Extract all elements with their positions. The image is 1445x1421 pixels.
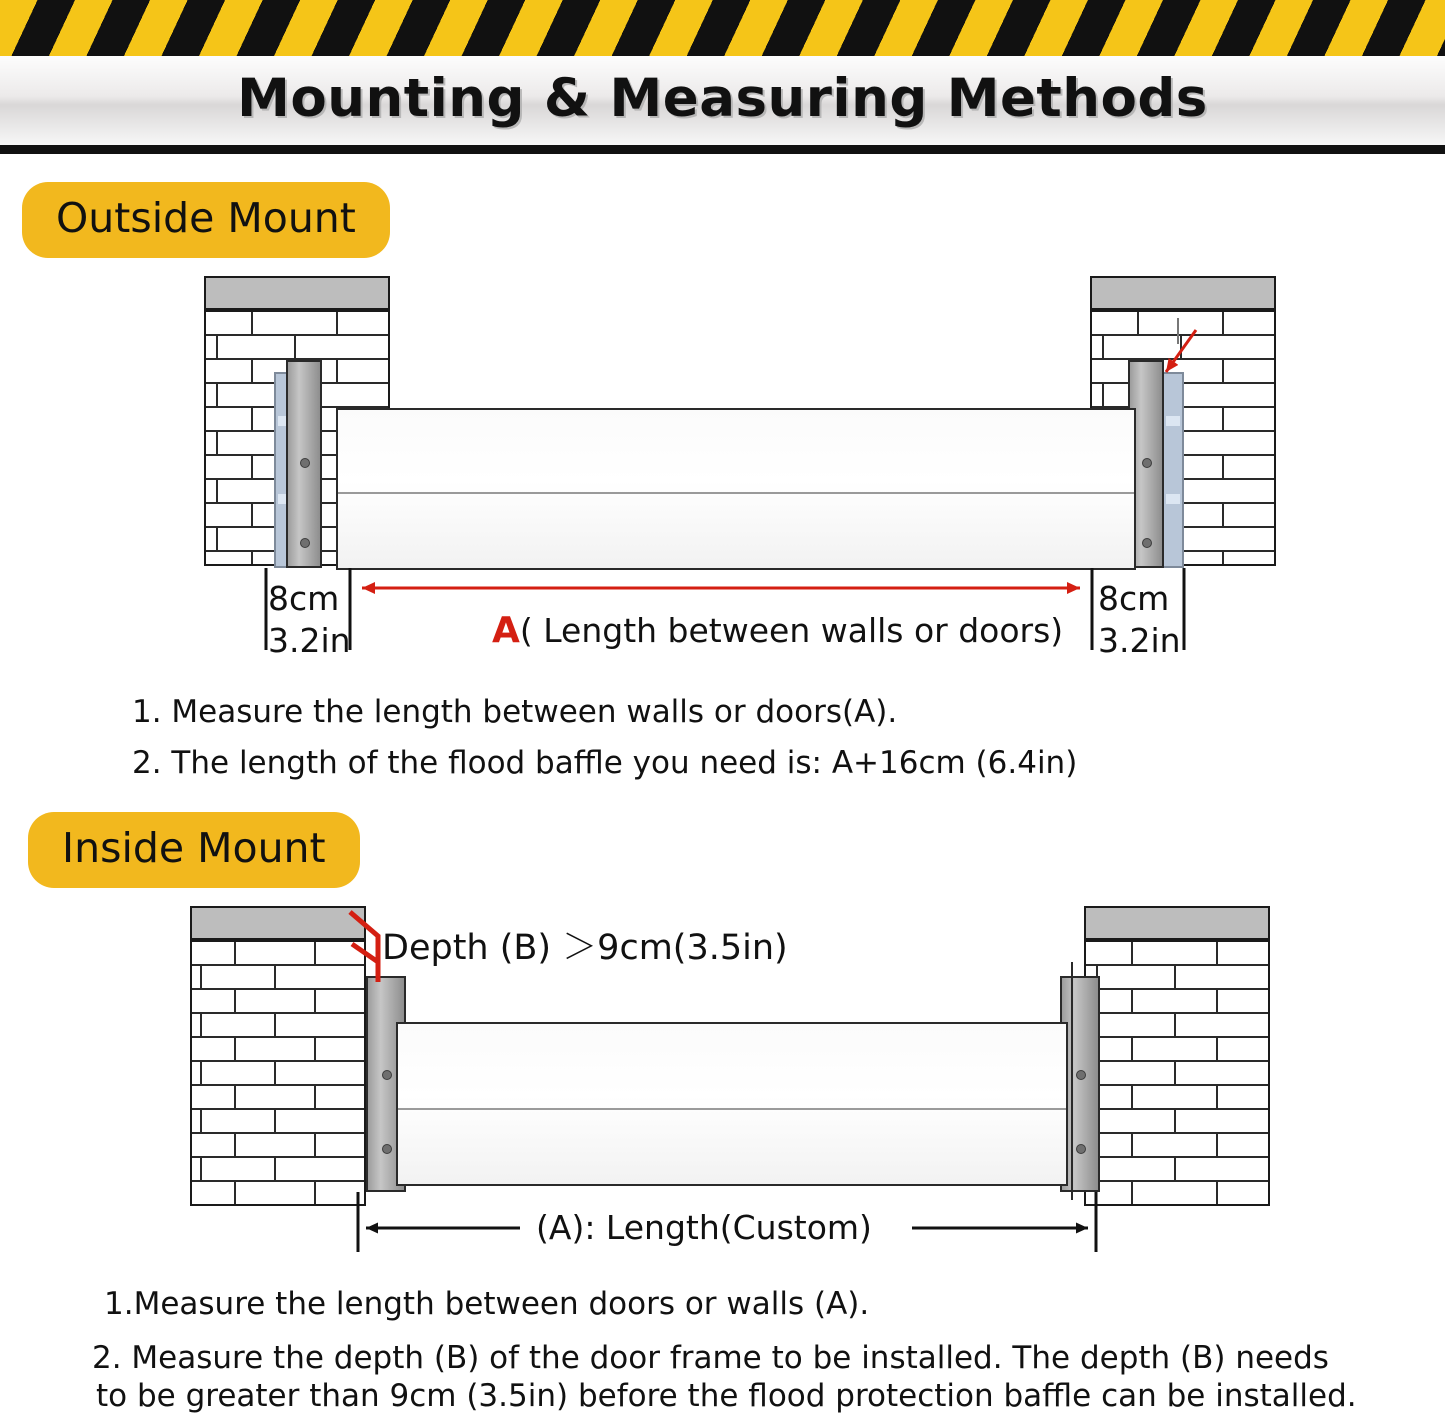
outside-right-margin-dimension: 8cm 3.2in — [1098, 579, 1181, 660]
outside-left-margin-dimension: 8cm 3.2in — [268, 579, 351, 660]
pillar-cap — [1090, 276, 1276, 310]
section-badge-outside-mount: Outside Mount — [22, 182, 390, 258]
brick-courses — [192, 942, 364, 1204]
section-badge-inside-mount: Inside Mount — [28, 812, 360, 888]
outside-length-a-label: A( Length between walls or doors) — [492, 610, 1064, 651]
dimension-letter-a: A — [492, 610, 520, 651]
inside-depth-label: Depth (B) ＞9cm(3.5in) — [382, 928, 788, 968]
inside-left-brick-pillar — [190, 906, 366, 1206]
outside-left-bracket — [286, 360, 322, 568]
pillar-cap — [1084, 906, 1270, 940]
page-title: Mounting & Measuring Methods — [237, 68, 1208, 129]
outside-flood-baffle-panel — [336, 408, 1136, 570]
inside-length-label: (A): Length(Custom) — [536, 1208, 872, 1247]
hazard-tape-banner — [0, 0, 1445, 59]
outside-right-gasket — [1162, 372, 1184, 568]
outside-note-2: 2. The length of the flood baffle you need is: A+16cm (6.4in) — [132, 745, 1078, 781]
inside-note-2-line1: 2. Measure the depth (B) of the door frame to be installed. The depth (B) needs — [92, 1340, 1329, 1376]
outside-note-1: 1. Measure the length between walls or doors(A). — [132, 694, 898, 730]
inside-note-2-line2: to be greater than 9cm (3.5in) before the flood protection baffle can be installed. — [96, 1378, 1357, 1414]
pillar-cap — [190, 906, 366, 940]
inside-note-1: 1.Measure the length between doors or walls (A). — [104, 1286, 870, 1322]
pillar-brickwork — [190, 940, 366, 1206]
pillar-brickwork — [1084, 940, 1270, 1206]
inside-right-brick-pillar — [1084, 906, 1270, 1206]
pillar-cap — [204, 276, 390, 310]
brick-courses — [1086, 942, 1268, 1204]
inside-flood-baffle-panel — [396, 1022, 1068, 1186]
